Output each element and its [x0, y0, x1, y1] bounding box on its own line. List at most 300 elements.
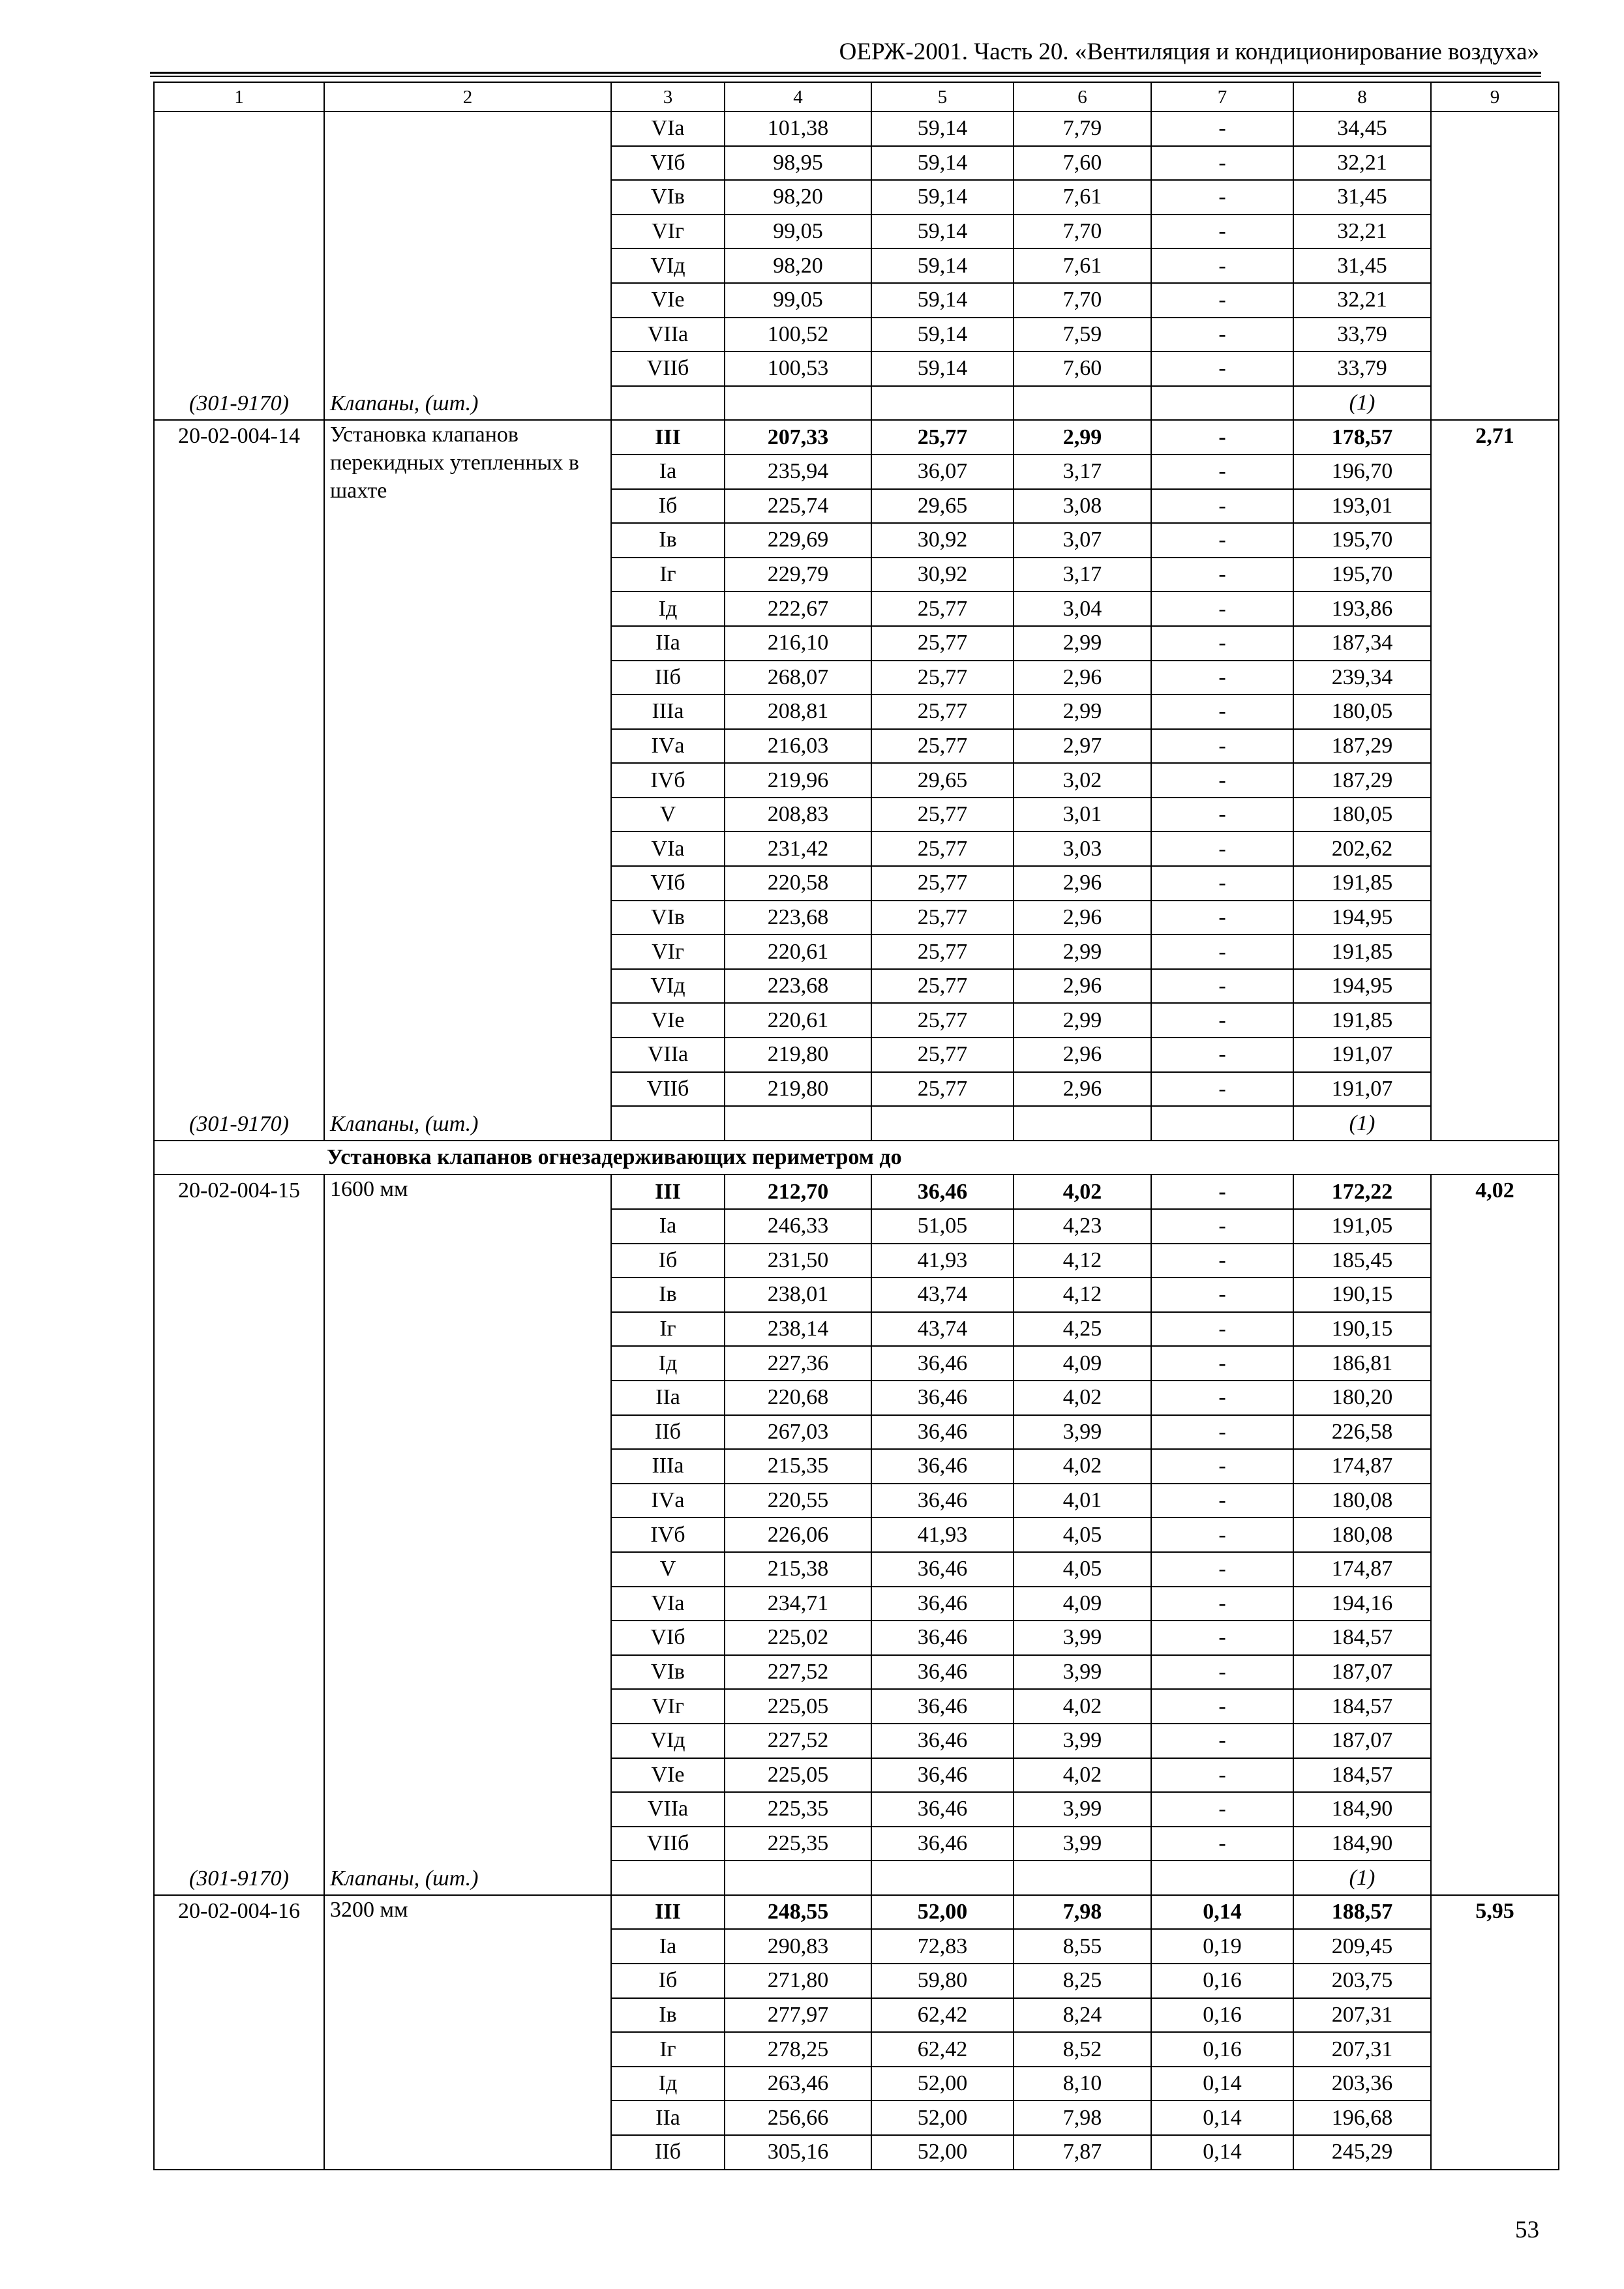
cell-materials: 194,95 [1293, 969, 1431, 1004]
cell-materials: 184,90 [1293, 1792, 1431, 1827]
column-number-3: 3 [611, 82, 725, 112]
cell-machinist-wages: 0,19 [1151, 1929, 1293, 1964]
cell-machinist-wages: - [1151, 1346, 1293, 1381]
material-code: (301-9170) [154, 1861, 324, 1895]
cell-total-cost: 220,55 [725, 1484, 871, 1518]
cell-materials: 193,01 [1293, 489, 1431, 524]
cell-machinist-wages: 0,14 [1151, 1895, 1293, 1930]
cell-zone: IIб [611, 1415, 725, 1450]
cell-zone: IIIа [611, 1449, 725, 1484]
cell-machine-cost: 4,05 [1014, 1552, 1151, 1587]
cell-materials: 180,05 [1293, 798, 1431, 832]
cell-machinist-wages: - [1151, 1449, 1293, 1484]
cell-total-cost: 229,79 [725, 558, 871, 592]
cell-materials: 191,85 [1293, 866, 1431, 901]
page-number: 53 [1515, 2217, 1539, 2243]
cell-wages: 59,14 [871, 180, 1014, 215]
empty-cell [611, 386, 725, 421]
cell-materials: 187,29 [1293, 763, 1431, 798]
cell-total-cost: 238,14 [725, 1312, 871, 1347]
cell-materials: 172,22 [1293, 1174, 1431, 1209]
cell-wages: 59,80 [871, 1964, 1014, 1998]
cell-zone: VIе [611, 1003, 725, 1038]
cell-wages: 36,46 [871, 1724, 1014, 1758]
cell-materials: 32,21 [1293, 283, 1431, 318]
cell-machinist-wages: - [1151, 591, 1293, 626]
cell-wages: 43,74 [871, 1312, 1014, 1347]
cell-materials: 226,58 [1293, 1415, 1431, 1450]
cell-zone: VIд [611, 248, 725, 283]
table-row [154, 1174, 1559, 1209]
cell-machinist-wages: - [1151, 626, 1293, 661]
cell-materials: 184,57 [1293, 1689, 1431, 1724]
cell-wages: 41,93 [871, 1244, 1014, 1278]
cell-wages: 59,14 [871, 215, 1014, 249]
cell-total-cost: 229,69 [725, 523, 871, 558]
cell-wages: 25,77 [871, 729, 1014, 764]
empty-cell [725, 1861, 871, 1895]
cell-wages: 72,83 [871, 1929, 1014, 1964]
cell-total-cost: 227,52 [725, 1724, 871, 1758]
cell-zone: VIе [611, 283, 725, 318]
cell-wages: 52,00 [871, 1895, 1014, 1930]
cell-wages: 36,46 [871, 1174, 1014, 1209]
cell-total-cost: 223,68 [725, 901, 871, 935]
cell-machine-cost: 3,17 [1014, 558, 1151, 592]
cell-materials: 202,62 [1293, 831, 1431, 866]
cell-machine-cost: 7,61 [1014, 248, 1151, 283]
cell-wages: 52,00 [871, 2067, 1014, 2101]
cell-total-cost: 208,83 [725, 798, 871, 832]
cell-wages: 25,77 [871, 1038, 1014, 1072]
cell-wages: 25,77 [871, 1072, 1014, 1107]
cell-wages: 25,77 [871, 798, 1014, 832]
cell-materials: 34,45 [1293, 112, 1431, 146]
table-row [154, 420, 1559, 455]
cell-total-cost: 235,94 [725, 455, 871, 489]
cell-zone: IVа [611, 729, 725, 764]
cell-materials: 195,70 [1293, 523, 1431, 558]
cell-total-cost: 246,33 [725, 1209, 871, 1244]
cell-machinist-wages: - [1151, 1552, 1293, 1587]
item-labor: 2,71 [1431, 420, 1559, 1106]
cell-machine-cost: 2,99 [1014, 1003, 1151, 1038]
item-description: 1600 мм [324, 1174, 611, 1861]
page-header-title: ОЕРЖ-2001. Часть 20. «Вентиляция и кондиционирование воздуха» [839, 38, 1539, 65]
empty-cell [725, 1106, 871, 1141]
cell-wages: 25,77 [871, 935, 1014, 969]
cell-zone: VIIб [611, 352, 725, 386]
cell-zone: IVб [611, 763, 725, 798]
cell-wages: 59,14 [871, 318, 1014, 352]
cell-zone: IIа [611, 2101, 725, 2135]
cell-machinist-wages: - [1151, 729, 1293, 764]
cell-machinist-wages: - [1151, 1655, 1293, 1690]
cell-zone: Iд [611, 591, 725, 626]
cell-machine-cost: 2,96 [1014, 866, 1151, 901]
description-cell-empty [324, 112, 611, 386]
cell-materials: 190,15 [1293, 1312, 1431, 1347]
cell-machinist-wages: - [1151, 215, 1293, 249]
cell-wages: 36,46 [871, 1689, 1014, 1724]
cell-materials: 203,36 [1293, 2067, 1431, 2101]
cell-total-cost: 219,80 [725, 1072, 871, 1107]
cell-machinist-wages: - [1151, 455, 1293, 489]
cell-zone: Iб [611, 489, 725, 524]
cell-wages: 25,77 [871, 695, 1014, 729]
cell-machine-cost: 8,25 [1014, 1964, 1151, 1998]
cell-total-cost: 98,20 [725, 248, 871, 283]
cell-total-cost: 278,25 [725, 2032, 871, 2067]
cell-machine-cost: 3,08 [1014, 489, 1151, 524]
cell-total-cost: 219,80 [725, 1038, 871, 1072]
cell-machine-cost: 7,98 [1014, 2101, 1151, 2135]
cell-zone: Iа [611, 1209, 725, 1244]
cell-total-cost: 208,81 [725, 695, 871, 729]
cell-wages: 43,74 [871, 1278, 1014, 1312]
material-qty: (1) [1293, 1106, 1431, 1141]
cell-materials: 33,79 [1293, 352, 1431, 386]
cell-total-cost: 248,55 [725, 1895, 871, 1930]
cell-zone: Iв [611, 1278, 725, 1312]
cell-materials: 174,87 [1293, 1552, 1431, 1587]
material-code: (301-9170) [154, 386, 324, 421]
cell-machinist-wages: - [1151, 866, 1293, 901]
cell-total-cost: 223,68 [725, 969, 871, 1004]
cell-materials: 32,21 [1293, 146, 1431, 181]
cell-total-cost: 263,46 [725, 2067, 871, 2101]
cell-total-cost: 101,38 [725, 112, 871, 146]
cell-zone: Iг [611, 1312, 725, 1347]
cell-machinist-wages: - [1151, 1244, 1293, 1278]
cell-wages: 25,77 [871, 626, 1014, 661]
cell-materials: 191,05 [1293, 1209, 1431, 1244]
cell-machine-cost: 4,09 [1014, 1587, 1151, 1621]
cell-total-cost: 220,61 [725, 1003, 871, 1038]
material-row [154, 386, 1559, 421]
cell-total-cost: 277,97 [725, 1998, 871, 2033]
cell-wages: 30,92 [871, 558, 1014, 592]
cell-total-cost: 227,52 [725, 1655, 871, 1690]
cell-zone: VIIа [611, 318, 725, 352]
cell-total-cost: 100,52 [725, 318, 871, 352]
cell-zone: VIIб [611, 1072, 725, 1107]
cell-wages: 36,46 [871, 1449, 1014, 1484]
cell-wages: 29,65 [871, 489, 1014, 524]
cell-machinist-wages: 0,14 [1151, 2067, 1293, 2101]
cell-total-cost: 271,80 [725, 1964, 871, 1998]
cell-total-cost: 222,67 [725, 591, 871, 626]
cell-machine-cost: 8,55 [1014, 1929, 1151, 1964]
cell-machinist-wages: - [1151, 1209, 1293, 1244]
cell-total-cost: 231,50 [725, 1244, 871, 1278]
cell-materials: 190,15 [1293, 1278, 1431, 1312]
cell-zone: VIд [611, 969, 725, 1004]
cell-zone: Iг [611, 2032, 725, 2067]
cell-machine-cost: 4,02 [1014, 1381, 1151, 1415]
cell-wages: 41,93 [871, 1518, 1014, 1552]
cell-wages: 52,00 [871, 2135, 1014, 2170]
cell-wages: 36,46 [871, 1758, 1014, 1793]
cell-machine-cost: 2,99 [1014, 626, 1151, 661]
cell-zone: VIIа [611, 1038, 725, 1072]
cell-machinist-wages: - [1151, 146, 1293, 181]
cell-machinist-wages: - [1151, 1827, 1293, 1861]
cell-total-cost: 99,05 [725, 215, 871, 249]
cell-materials: 180,08 [1293, 1518, 1431, 1552]
cell-zone: IIб [611, 661, 725, 695]
cell-wages: 25,77 [871, 866, 1014, 901]
cell-machine-cost: 3,99 [1014, 1724, 1151, 1758]
material-qty: (1) [1293, 1861, 1431, 1895]
cell-zone: IIIа [611, 695, 725, 729]
cell-wages: 59,14 [871, 283, 1014, 318]
cell-total-cost: 268,07 [725, 661, 871, 695]
empty-cell [871, 386, 1014, 421]
cell-materials: 180,08 [1293, 1484, 1431, 1518]
cell-zone: IVб [611, 1518, 725, 1552]
cell-total-cost: 227,36 [725, 1346, 871, 1381]
item-labor: 5,95 [1431, 1895, 1559, 2170]
cell-materials: 188,57 [1293, 1895, 1431, 1930]
cell-machine-cost: 3,04 [1014, 591, 1151, 626]
column-number-5: 5 [871, 82, 1014, 112]
empty-cell [1014, 386, 1151, 421]
cell-zone: Iг [611, 558, 725, 592]
material-qty: (1) [1293, 386, 1431, 421]
cell-machine-cost: 4,02 [1014, 1449, 1151, 1484]
cell-machine-cost: 7,61 [1014, 180, 1151, 215]
cell-machinist-wages: - [1151, 283, 1293, 318]
cell-machine-cost: 4,01 [1014, 1484, 1151, 1518]
cell-machinist-wages: - [1151, 1518, 1293, 1552]
cell-wages: 25,77 [871, 969, 1014, 1004]
cell-wages: 36,46 [871, 1621, 1014, 1655]
empty-cell [1014, 1106, 1151, 1141]
cell-total-cost: 238,01 [725, 1278, 871, 1312]
cell-zone: Iб [611, 1964, 725, 1998]
cell-machinist-wages: - [1151, 1792, 1293, 1827]
empty-cell [1151, 386, 1293, 421]
cell-materials: 180,05 [1293, 695, 1431, 729]
cell-zone: IIа [611, 626, 725, 661]
cell-materials: 194,16 [1293, 1587, 1431, 1621]
cell-total-cost: 267,03 [725, 1415, 871, 1450]
cell-machine-cost: 4,23 [1014, 1209, 1151, 1244]
cell-zone: Iа [611, 1929, 725, 1964]
cell-materials: 195,70 [1293, 558, 1431, 592]
cell-machine-cost: 8,10 [1014, 2067, 1151, 2101]
cell-total-cost: 225,05 [725, 1689, 871, 1724]
cell-materials: 184,90 [1293, 1827, 1431, 1861]
cell-total-cost: 225,35 [725, 1792, 871, 1827]
material-name: Клапаны, (шт.) [324, 1106, 611, 1141]
cell-machine-cost: 7,79 [1014, 112, 1151, 146]
cell-machine-cost: 7,60 [1014, 146, 1151, 181]
header-double-rule [150, 72, 1541, 77]
cell-zone: VIд [611, 1724, 725, 1758]
cell-materials: 191,85 [1293, 935, 1431, 969]
cell-machinist-wages: - [1151, 1621, 1293, 1655]
column-number-6: 6 [1014, 82, 1151, 112]
cell-total-cost: 220,58 [725, 866, 871, 901]
cell-materials: 209,45 [1293, 1929, 1431, 1964]
cell-wages: 36,46 [871, 1827, 1014, 1861]
item-code: 20-02-004-15 [154, 1174, 324, 1861]
cell-total-cost: 219,96 [725, 763, 871, 798]
cell-zone: VIб [611, 1621, 725, 1655]
cell-zone: VIа [611, 831, 725, 866]
cell-wages: 25,77 [871, 661, 1014, 695]
cell-total-cost: 220,68 [725, 1381, 871, 1415]
cell-materials: 184,57 [1293, 1621, 1431, 1655]
cell-materials: 185,45 [1293, 1244, 1431, 1278]
empty-cell [1151, 1106, 1293, 1141]
cell-machine-cost: 3,03 [1014, 831, 1151, 866]
cell-total-cost: 216,03 [725, 729, 871, 764]
cell-zone: Iд [611, 1346, 725, 1381]
cell-machine-cost: 7,60 [1014, 352, 1151, 386]
cell-wages: 25,77 [871, 831, 1014, 866]
cell-wages: 36,07 [871, 455, 1014, 489]
cell-machine-cost: 3,02 [1014, 763, 1151, 798]
cell-wages: 29,65 [871, 763, 1014, 798]
cell-machine-cost: 2,96 [1014, 1038, 1151, 1072]
cell-machinist-wages: - [1151, 798, 1293, 832]
cell-total-cost: 212,70 [725, 1174, 871, 1209]
cell-wages: 59,14 [871, 248, 1014, 283]
cell-wages: 36,46 [871, 1552, 1014, 1587]
cell-wages: 36,46 [871, 1381, 1014, 1415]
cell-machine-cost: 7,70 [1014, 215, 1151, 249]
cell-machinist-wages: - [1151, 763, 1293, 798]
cell-total-cost: 225,74 [725, 489, 871, 524]
code-cell-empty [154, 112, 324, 386]
cell-wages: 25,77 [871, 1003, 1014, 1038]
cell-materials: 32,21 [1293, 215, 1431, 249]
empty-cell [1431, 1106, 1559, 1141]
cell-materials: 207,31 [1293, 2032, 1431, 2067]
material-code: (301-9170) [154, 1106, 324, 1141]
cell-zone: VIа [611, 1587, 725, 1621]
cell-materials: 180,20 [1293, 1381, 1431, 1415]
cell-total-cost: 231,42 [725, 831, 871, 866]
column-number-row [154, 82, 1559, 112]
cell-zone: Iд [611, 2067, 725, 2101]
cell-machinist-wages: - [1151, 1484, 1293, 1518]
column-number-8: 8 [1293, 82, 1431, 112]
cell-machine-cost: 2,96 [1014, 1072, 1151, 1107]
cell-total-cost: 256,66 [725, 2101, 871, 2135]
cell-wages: 36,46 [871, 1415, 1014, 1450]
cell-materials: 193,86 [1293, 591, 1431, 626]
cell-wages: 59,14 [871, 352, 1014, 386]
material-row [154, 1106, 1559, 1141]
cell-machinist-wages: - [1151, 420, 1293, 455]
norms-table [153, 82, 1559, 2170]
cell-wages: 36,46 [871, 1655, 1014, 1690]
item-code: 20-02-004-14 [154, 420, 324, 1106]
cell-machinist-wages: - [1151, 935, 1293, 969]
cell-zone: IIа [611, 1381, 725, 1415]
cell-zone: VIг [611, 935, 725, 969]
cell-zone: Iа [611, 455, 725, 489]
cell-zone: Iб [611, 1244, 725, 1278]
cell-wages: 36,46 [871, 1587, 1014, 1621]
cell-materials: 191,07 [1293, 1038, 1431, 1072]
empty-cell [1014, 1861, 1151, 1895]
cell-materials: 178,57 [1293, 420, 1431, 455]
empty-cell [611, 1861, 725, 1895]
cell-zone: IVа [611, 1484, 725, 1518]
cell-machinist-wages: - [1151, 1724, 1293, 1758]
cell-materials: 31,45 [1293, 248, 1431, 283]
material-row [154, 1861, 1559, 1895]
cell-zone: V [611, 798, 725, 832]
cell-wages: 52,00 [871, 2101, 1014, 2135]
cell-machine-cost: 7,59 [1014, 318, 1151, 352]
cell-machinist-wages: 0,16 [1151, 1998, 1293, 2033]
cell-machinist-wages: 0,16 [1151, 2032, 1293, 2067]
cell-machinist-wages: - [1151, 558, 1293, 592]
cell-total-cost: 225,05 [725, 1758, 871, 1793]
cell-zone: Iв [611, 523, 725, 558]
cell-total-cost: 100,53 [725, 352, 871, 386]
cell-zone: III [611, 1895, 725, 1930]
cell-zone: III [611, 1174, 725, 1209]
column-number-2: 2 [324, 82, 611, 112]
cell-machine-cost: 3,17 [1014, 455, 1151, 489]
cell-machine-cost: 2,99 [1014, 935, 1151, 969]
empty-cell [1151, 1861, 1293, 1895]
cell-machinist-wages: - [1151, 1415, 1293, 1450]
cell-machine-cost: 7,70 [1014, 283, 1151, 318]
cell-machinist-wages: - [1151, 1758, 1293, 1793]
cell-machine-cost: 3,01 [1014, 798, 1151, 832]
cell-total-cost: 99,05 [725, 283, 871, 318]
cell-machinist-wages: - [1151, 901, 1293, 935]
section-title-row [154, 1141, 1559, 1175]
cell-total-cost: 226,06 [725, 1518, 871, 1552]
cell-machine-cost: 4,09 [1014, 1346, 1151, 1381]
empty-cell [871, 1861, 1014, 1895]
material-name: Клапаны, (шт.) [324, 386, 611, 421]
cell-machine-cost: 4,12 [1014, 1244, 1151, 1278]
cell-machine-cost: 3,99 [1014, 1827, 1151, 1861]
cell-machine-cost: 4,12 [1014, 1278, 1151, 1312]
cell-zone: VIе [611, 1758, 725, 1793]
cell-materials: 196,70 [1293, 455, 1431, 489]
cell-wages: 62,42 [871, 2032, 1014, 2067]
column-number-9: 9 [1431, 82, 1559, 112]
cell-materials: 187,29 [1293, 729, 1431, 764]
cell-machine-cost: 3,99 [1014, 1792, 1151, 1827]
cell-wages: 51,05 [871, 1209, 1014, 1244]
cell-machine-cost: 4,02 [1014, 1689, 1151, 1724]
cell-machine-cost: 3,99 [1014, 1655, 1151, 1690]
cell-machinist-wages: - [1151, 969, 1293, 1004]
cell-materials: 174,87 [1293, 1449, 1431, 1484]
cell-machinist-wages: - [1151, 1587, 1293, 1621]
cell-wages: 25,77 [871, 591, 1014, 626]
column-number-7: 7 [1151, 82, 1293, 112]
cell-zone: VIIа [611, 1792, 725, 1827]
cell-machinist-wages: - [1151, 1689, 1293, 1724]
cell-wages: 36,46 [871, 1792, 1014, 1827]
table-row [154, 1895, 1559, 1930]
cell-machine-cost: 2,96 [1014, 661, 1151, 695]
cell-machinist-wages: 0,16 [1151, 1964, 1293, 1998]
